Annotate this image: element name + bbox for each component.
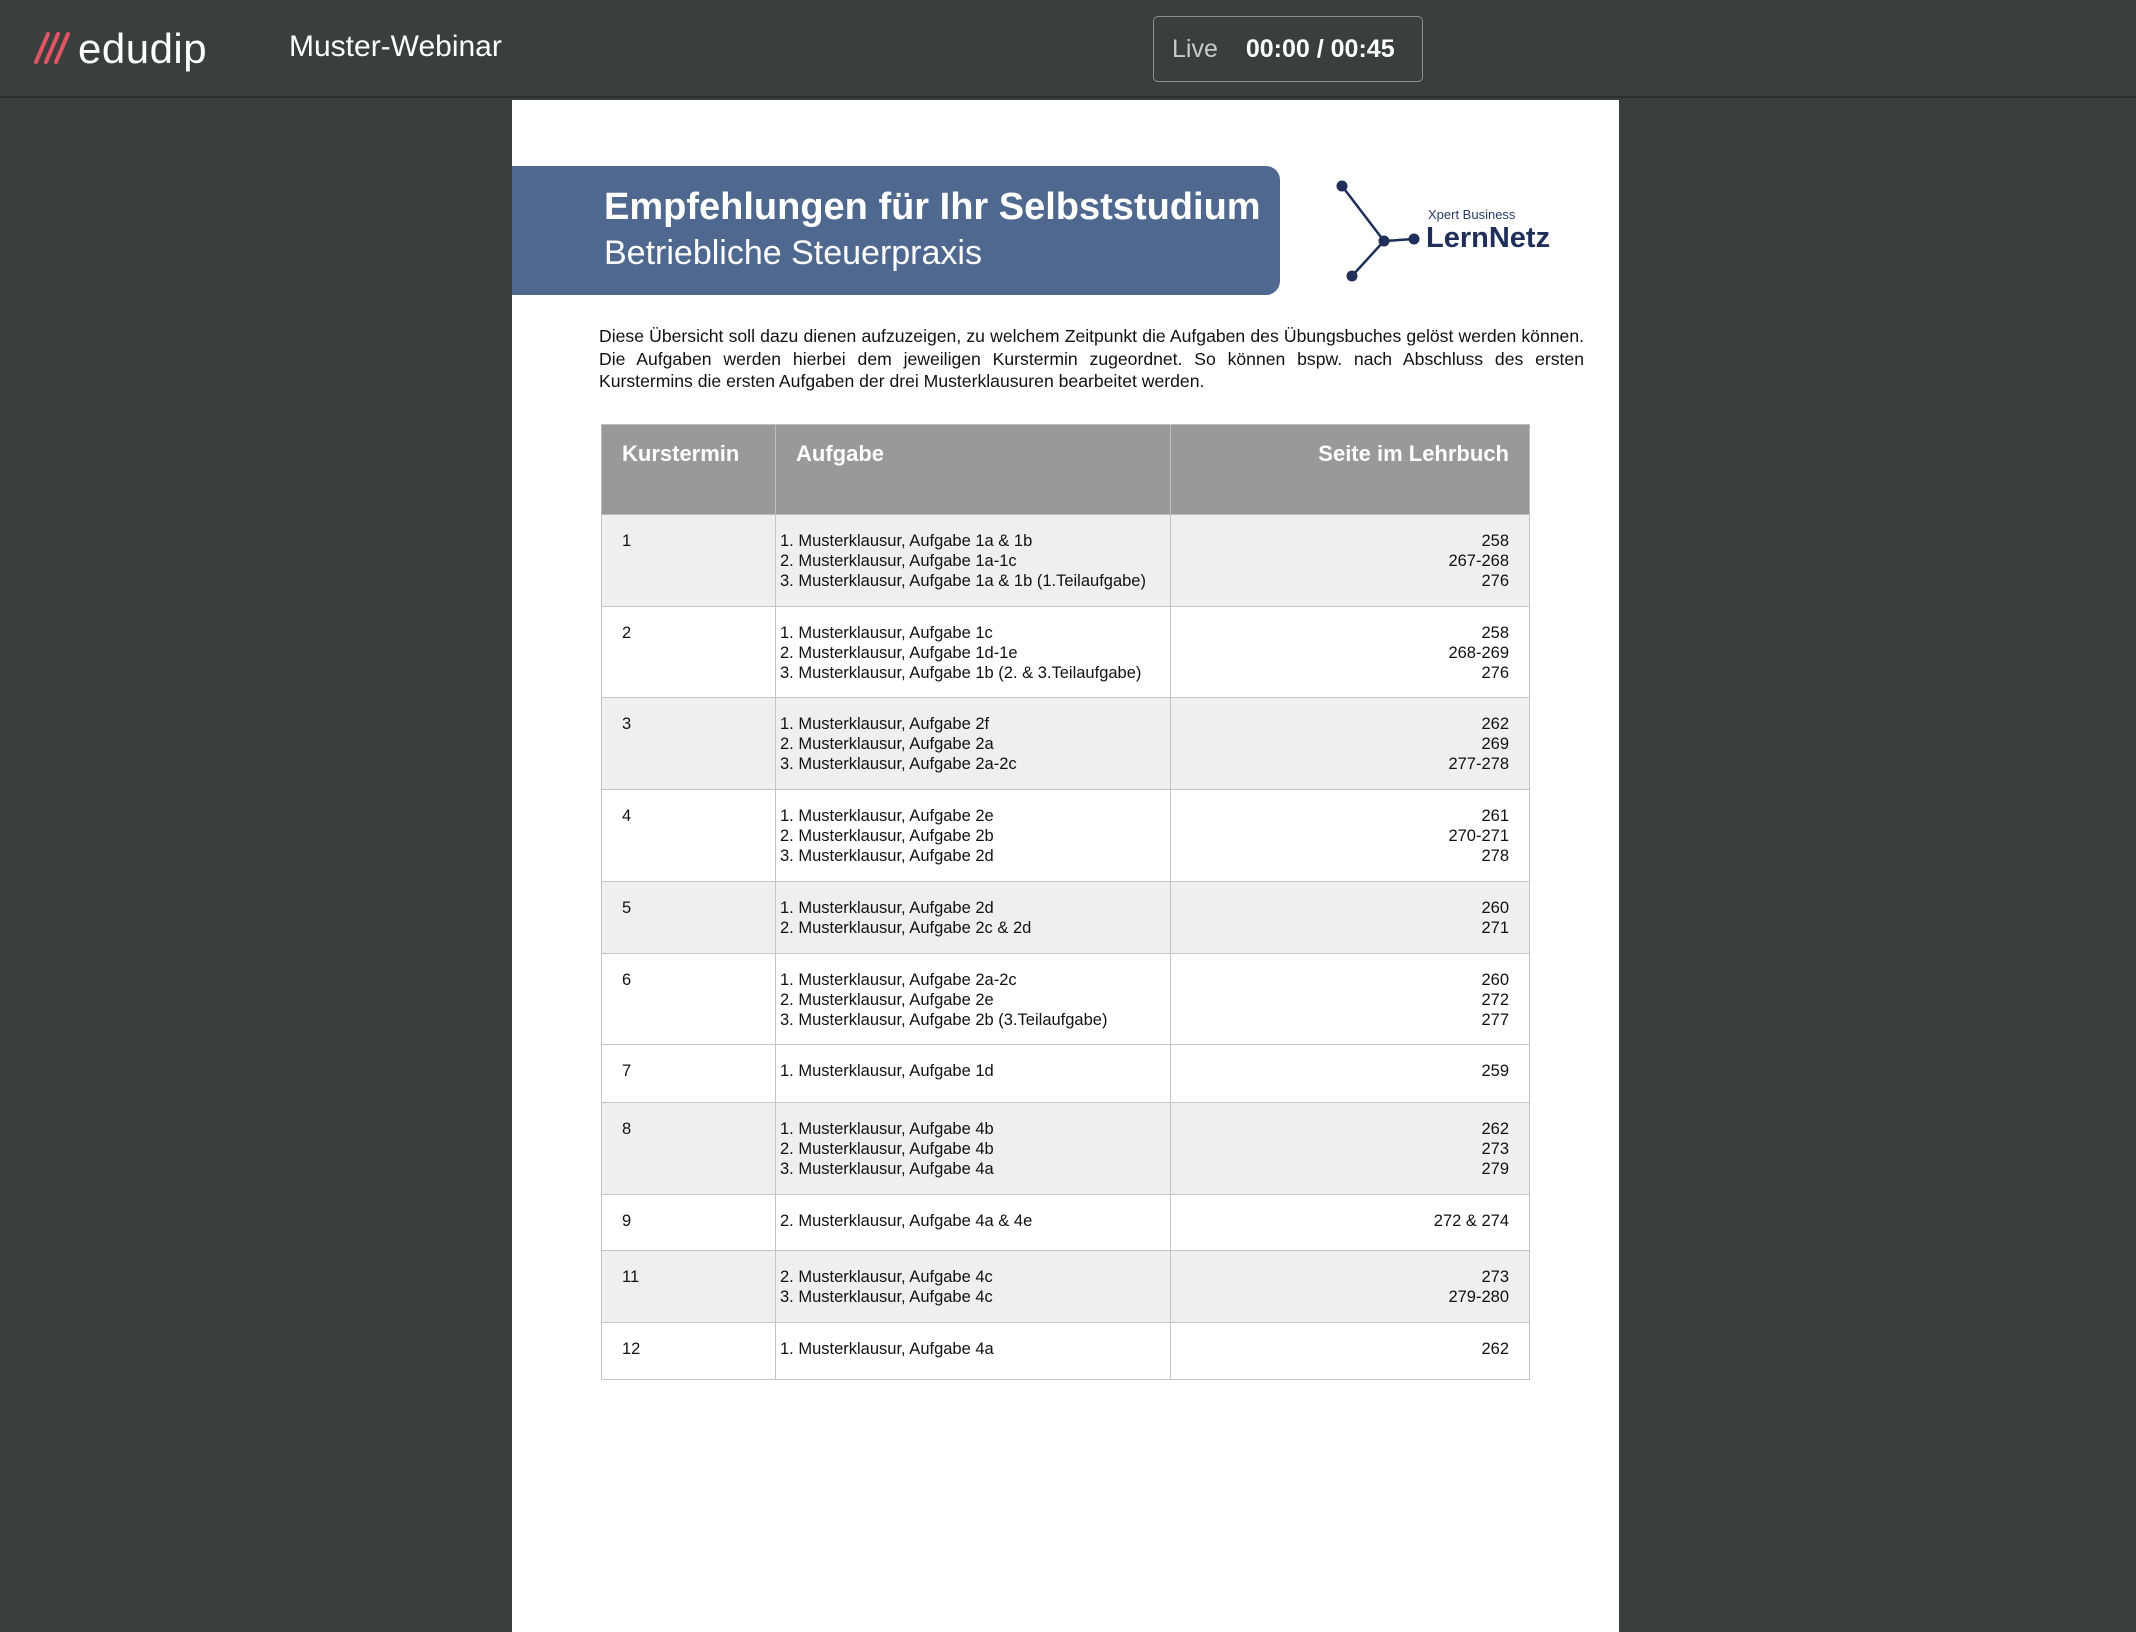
- table-row: [602, 607, 1530, 698]
- live-timer: 00:00 / 00:45: [1245, 34, 1395, 63]
- table-row: [602, 1045, 1530, 1103]
- banner-subtitle: Betriebliche Steuerpraxis: [604, 234, 982, 272]
- header-kurstermin: Kurstermin: [602, 425, 776, 515]
- banner-title: Empfehlungen für Ihr Selbststudium: [604, 186, 1261, 228]
- intro-text: Diese Übersicht soll dazu dienen aufzuzeigen, zu welchem Zeitpunkt die Aufgaben des Übungsbuches gelöst werden können. Die Aufgaben werden hierbei dem jeweiligen Kurstermin zugeordnet. So können bspw. nach Abschluss des ersten Kurstermins die ersten Aufgaben der drei Musterklausuren bearbeitet werden.: [599, 326, 1584, 391]
- cell-aufgabe: 1. Musterklausur, Aufgabe 1a & 1b 2. Musterklausur, Aufgabe 1a-1c 3. Musterklausur, Aufgabe 1a & 1b (1.Teilaufgabe): [776, 515, 1171, 607]
- cell-aufgabe: 1. Musterklausur, Aufgabe 2e 2. Musterklausur, Aufgabe 2b 3. Musterklausur, Aufgabe 2d: [776, 790, 1171, 882]
- cell-aufgabe: 1. Musterklausur, Aufgabe 4b 2. Musterklausur, Aufgabe 4b 3. Musterklausur, Aufgabe 4a: [776, 1103, 1171, 1195]
- cell-kurstermin: 8: [602, 1103, 776, 1195]
- brand-tagline: Xpert Business: [1428, 207, 1516, 222]
- edudip-logo-icon: [32, 28, 74, 70]
- header-aufgabe: Aufgabe: [776, 425, 1171, 515]
- cell-seite: 262 273 279: [1171, 1103, 1530, 1195]
- cell-kurstermin: 3: [602, 698, 776, 790]
- cell-kurstermin: 11: [602, 1251, 776, 1323]
- table-row: [602, 882, 1530, 954]
- logo-text: edudip: [78, 25, 208, 72]
- cell-aufgabe: 2. Musterklausur, Aufgabe 4c 3. Musterklausur, Aufgabe 4c: [776, 1251, 1171, 1323]
- table-header-row: [602, 425, 1530, 515]
- top-bar: [0, 0, 2136, 98]
- live-label: Live: [1172, 34, 1218, 63]
- table-row: [602, 1103, 1530, 1195]
- table-row: [602, 1251, 1530, 1323]
- edudip-logo[interactable]: [32, 22, 207, 76]
- table-row: [602, 515, 1530, 607]
- table-row: [602, 790, 1530, 882]
- live-status-box: [1153, 16, 1423, 82]
- cell-seite: 260 271: [1171, 882, 1530, 954]
- cell-kurstermin: 1: [602, 515, 776, 607]
- document-banner: [512, 166, 1280, 295]
- cell-kurstermin: 12: [602, 1323, 776, 1380]
- table-row: [602, 1323, 1530, 1380]
- cell-seite: 258 268-269 276: [1171, 607, 1530, 698]
- cell-seite: 258 267-268 276: [1171, 515, 1530, 607]
- cell-aufgabe: 1. Musterklausur, Aufgabe 4a: [776, 1323, 1171, 1380]
- cell-seite: 259: [1171, 1045, 1530, 1103]
- cell-kurstermin: 7: [602, 1045, 776, 1103]
- table-row: [602, 954, 1530, 1045]
- cell-kurstermin: 9: [602, 1195, 776, 1251]
- cell-seite: 262 269 277-278: [1171, 698, 1530, 790]
- cell-seite: 272 & 274: [1171, 1195, 1530, 1251]
- table-row: [602, 1195, 1530, 1251]
- cell-kurstermin: 4: [602, 790, 776, 882]
- cell-aufgabe: 1. Musterklausur, Aufgabe 2d 2. Musterklausur, Aufgabe 2c & 2d: [776, 882, 1171, 954]
- cell-aufgabe: 1. Musterklausur, Aufgabe 1d: [776, 1045, 1171, 1103]
- cell-kurstermin: 2: [602, 607, 776, 698]
- header-seite: Seite im Lehrbuch: [1171, 425, 1530, 515]
- cell-aufgabe: 2. Musterklausur, Aufgabe 4a & 4e: [776, 1195, 1171, 1251]
- brand-name: LernNetz: [1426, 222, 1551, 254]
- presentation-page: [512, 100, 1619, 1632]
- cell-seite: 260 272 277: [1171, 954, 1530, 1045]
- cell-kurstermin: 6: [602, 954, 776, 1045]
- cell-aufgabe: 1. Musterklausur, Aufgabe 2f 2. Musterklausur, Aufgabe 2a 3. Musterklausur, Aufgabe 2a-2c: [776, 698, 1171, 790]
- cell-seite: 273 279-280: [1171, 1251, 1530, 1323]
- webinar-title: Muster-Webinar: [289, 30, 502, 63]
- study-schedule-table: [601, 424, 1530, 1380]
- cell-aufgabe: 1. Musterklausur, Aufgabe 1c 2. Musterklausur, Aufgabe 1d-1e 3. Musterklausur, Aufgabe 1b (2. & 3.Teilaufgabe): [776, 607, 1171, 698]
- cell-aufgabe: 1. Musterklausur, Aufgabe 2a-2c 2. Musterklausur, Aufgabe 2e 3. Musterklausur, Aufgabe 2b (3.Teilaufgabe): [776, 954, 1171, 1045]
- cell-kurstermin: 5: [602, 882, 776, 954]
- cell-seite: 262: [1171, 1323, 1530, 1380]
- table-row: [602, 698, 1530, 790]
- cell-seite: 261 270-271 278: [1171, 790, 1530, 882]
